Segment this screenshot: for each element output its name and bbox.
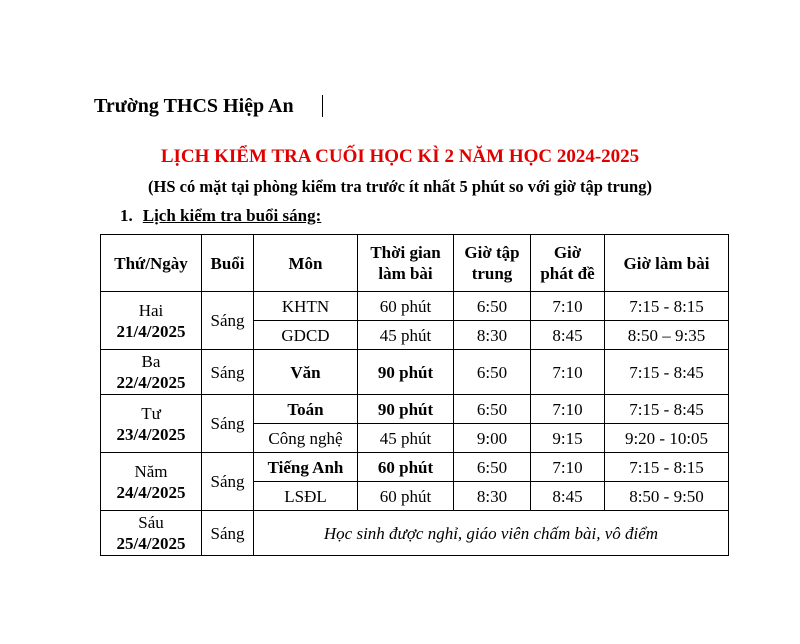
table-row bbox=[101, 350, 729, 395]
work-cell: 7:15 - 8:15 bbox=[605, 292, 729, 321]
work-cell: 7:15 - 8:15 bbox=[605, 453, 729, 482]
work-cell: 7:15 - 8:45 bbox=[605, 395, 729, 424]
gather-cell: 8:30 bbox=[454, 321, 531, 350]
subject-cell: GDCD bbox=[254, 321, 358, 350]
work-cell: 8:50 - 9:50 bbox=[605, 482, 729, 511]
session-cell: Sáng bbox=[202, 395, 254, 453]
day-cell: Sáu 25/4/2025 bbox=[101, 511, 202, 556]
day-cell: Tư 23/4/2025 bbox=[101, 395, 202, 453]
duration-cell: 60 phút bbox=[358, 482, 454, 511]
header-session: Buổi bbox=[202, 235, 254, 292]
session-cell: Sáng bbox=[202, 292, 254, 350]
handout-cell: 8:45 bbox=[531, 321, 605, 350]
note-cell: Học sinh được nghỉ, giáo viên chấm bài, vô điểm bbox=[254, 511, 729, 556]
handout-cell: 7:10 bbox=[531, 395, 605, 424]
document-subtitle: (HS có mặt tại phòng kiểm tra trước ít nhất 5 phút so với giờ tập trung) bbox=[148, 177, 652, 196]
section-number: 1. bbox=[120, 206, 133, 225]
gather-cell: 6:50 bbox=[454, 453, 531, 482]
table-row bbox=[101, 453, 729, 482]
subject-cell: Công nghệ bbox=[254, 424, 358, 453]
table-row bbox=[101, 395, 729, 424]
document-title: LỊCH KIỂM TRA CUỐI HỌC KÌ 2 NĂM HỌC 2024-2025 bbox=[160, 146, 640, 167]
duration-cell: 90 phút bbox=[358, 395, 454, 424]
text-cursor bbox=[322, 95, 323, 117]
header-day: Thứ/Ngày bbox=[101, 235, 202, 292]
subject-cell: KHTN bbox=[254, 292, 358, 321]
section-label: Lịch kiểm tra buổi sáng: bbox=[142, 206, 322, 225]
session-cell: Sáng bbox=[202, 453, 254, 511]
handout-cell: 7:10 bbox=[531, 292, 605, 321]
session-cell: Sáng bbox=[202, 511, 254, 556]
table-row bbox=[101, 511, 729, 556]
header-subject: Môn bbox=[254, 235, 358, 292]
gather-cell: 8:30 bbox=[454, 482, 531, 511]
handout-cell: 8:45 bbox=[531, 482, 605, 511]
work-cell: 7:15 - 8:45 bbox=[605, 350, 729, 395]
subject-cell: Tiếng Anh bbox=[254, 453, 358, 482]
duration-cell: 60 phút bbox=[358, 453, 454, 482]
gather-cell: 6:50 bbox=[454, 292, 531, 321]
work-cell: 9:20 - 10:05 bbox=[605, 424, 729, 453]
school-name: Trường THCS Hiệp An bbox=[94, 95, 294, 117]
section-heading bbox=[120, 205, 321, 227]
duration-cell: 45 phút bbox=[358, 424, 454, 453]
exam-schedule-table bbox=[100, 234, 729, 556]
gather-cell: 9:00 bbox=[454, 424, 531, 453]
subject-cell: Văn bbox=[254, 350, 358, 395]
subject-cell: LSĐL bbox=[254, 482, 358, 511]
header-gather-time: Giờ tập trung bbox=[454, 235, 531, 292]
gather-cell: 6:50 bbox=[454, 395, 531, 424]
day-cell: Hai 21/4/2025 bbox=[101, 292, 202, 350]
day-cell: Ba 22/4/2025 bbox=[101, 350, 202, 395]
session-cell: Sáng bbox=[202, 350, 254, 395]
work-cell: 8:50 – 9:35 bbox=[605, 321, 729, 350]
duration-cell: 45 phút bbox=[358, 321, 454, 350]
table-row bbox=[101, 292, 729, 321]
header-work-time: Giờ làm bài bbox=[605, 235, 729, 292]
table-header-row bbox=[101, 235, 729, 292]
handout-cell: 7:10 bbox=[531, 350, 605, 395]
gather-cell: 6:50 bbox=[454, 350, 531, 395]
header-duration: Thời gian làm bài bbox=[358, 235, 454, 292]
header-handout-time: Giờ phát đề bbox=[531, 235, 605, 292]
duration-cell: 60 phút bbox=[358, 292, 454, 321]
handout-cell: 7:10 bbox=[531, 453, 605, 482]
day-cell: Năm 24/4/2025 bbox=[101, 453, 202, 511]
handout-cell: 9:15 bbox=[531, 424, 605, 453]
duration-cell: 90 phút bbox=[358, 350, 454, 395]
subject-cell: Toán bbox=[254, 395, 358, 424]
